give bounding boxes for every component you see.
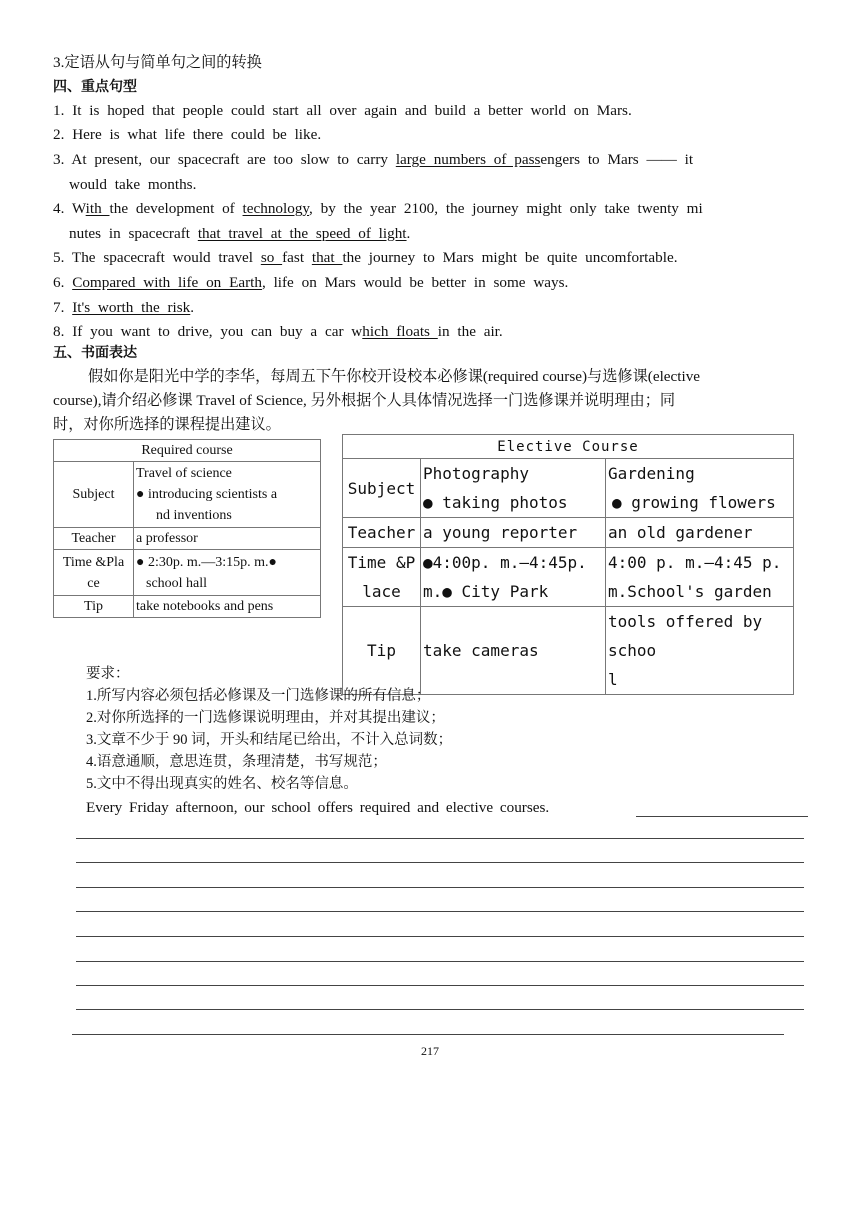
writing-line[interactable] (76, 961, 804, 962)
writing-line[interactable] (76, 862, 804, 863)
required-tip-value: take notebooks and pens (134, 596, 321, 618)
writing-line[interactable] (76, 1009, 804, 1010)
prompt-line-1: 假如你是阳光中学的李华，每周五下午你校开设校本必修课(required course)与选修课(elective (88, 368, 701, 385)
sentence-7: 7. It's worth the risk. (53, 299, 195, 316)
writing-line[interactable] (76, 936, 804, 937)
section-title-writing: 五、书面表达 (53, 345, 137, 361)
required-teacher-value: a professor (134, 528, 321, 550)
photography-subject: Photography ● taking photos (421, 459, 606, 518)
prompt-line-2: course),请介绍必修课 Travel of Science, 另外根据个人具体情况选择一门选修课并说明理由；同 (53, 392, 676, 409)
sentence-2: 2. Here is what life there could be like. (53, 126, 322, 143)
sentence-6: 6. Compared with life on Earth, life on Mars would be better in some ways. (53, 274, 569, 291)
grammar-item: 3.定语从句与简单句之间的转换 (53, 54, 262, 71)
sentence-1: 1. It is hoped that people could start all over again and build a better world on Mars. (53, 102, 632, 119)
elective-teacher-label: Teacher (343, 518, 421, 548)
writing-line[interactable] (76, 911, 804, 912)
sentence-5: 5. The spacecraft would travel so fast that the journey to Mars might be quite uncomfortable. (53, 249, 678, 266)
elective-time-label: Time &P lace (343, 548, 421, 607)
page-number: 217 (421, 1044, 439, 1058)
writing-line[interactable] (76, 838, 804, 839)
footer-rule (72, 1034, 784, 1035)
required-table-title: Required course (54, 440, 321, 462)
gardening-subject: Gardening ● growing flowers (606, 459, 794, 518)
required-course-table (53, 439, 321, 618)
sentence-8: 8. If you want to drive, you can buy a car which floats in the air. (53, 323, 503, 340)
prompt-line-3: 时，对你所选择的课程提出建议。 (53, 416, 281, 433)
sentence-4: 4. With the development of technology, by the year 2100, the journey might only take twenty mi nutes in spacecraft that travel at the speed of light. (53, 200, 703, 242)
photography-tip: take cameras (421, 607, 606, 695)
gardening-teacher: an old gardener (606, 518, 794, 548)
requirement-item: 1.所写内容必须包括必修课及一门选修课的所有信息； (86, 688, 431, 704)
requirement-item: 5.文中不得出现真实的姓名、校名等信息。 (86, 776, 358, 792)
required-teacher-label: Teacher (54, 528, 134, 550)
gardening-tip: tools offered by schoo l (606, 607, 794, 695)
photography-time-place: ●4:00p. m.—4:45p. m.● City Park (421, 548, 606, 607)
required-subject-value: Travel of science ● introducing scientists a nd inventions (134, 462, 321, 528)
required-time-label: Time &Pla ce (54, 550, 134, 596)
required-tip-label: Tip (54, 596, 134, 618)
writing-line[interactable] (76, 985, 804, 986)
elective-course-table (342, 434, 794, 695)
gardening-time-place: 4:00 p. m.—4:45 p. m.School's garden (606, 548, 794, 607)
sentence-3: 3. At present, our spacecraft are too slow to carry large numbers of passengers to Mars —— it would take months. (53, 151, 694, 193)
section-title-key-sentences: 四、重点句型 (53, 79, 137, 95)
required-time-value: ● 2:30p. m.—3:15p. m.● school hall (134, 550, 321, 596)
requirement-item: 4.语意通顺，意思连贯，条理清楚，书写规范； (86, 754, 387, 770)
essay-opening: Every Friday afternoon, our school offers required and elective courses. (86, 799, 550, 816)
requirement-item: 3.文章不少于 90 词，开头和结尾已给出，不计入总词数； (86, 732, 453, 748)
requirement-item: 2.对你所选择的一门选修课说明理由，并对其提出建议； (86, 710, 445, 726)
elective-tip-label: Tip (343, 607, 421, 695)
writing-line[interactable] (76, 887, 804, 888)
elective-table-title: Elective Course (343, 435, 794, 459)
requirements-title: 要求： (86, 666, 130, 682)
answer-blank[interactable] (636, 816, 808, 817)
required-subject-label: Subject (54, 462, 134, 528)
photography-teacher: a young reporter (421, 518, 606, 548)
elective-subject-label: Subject (343, 459, 421, 518)
